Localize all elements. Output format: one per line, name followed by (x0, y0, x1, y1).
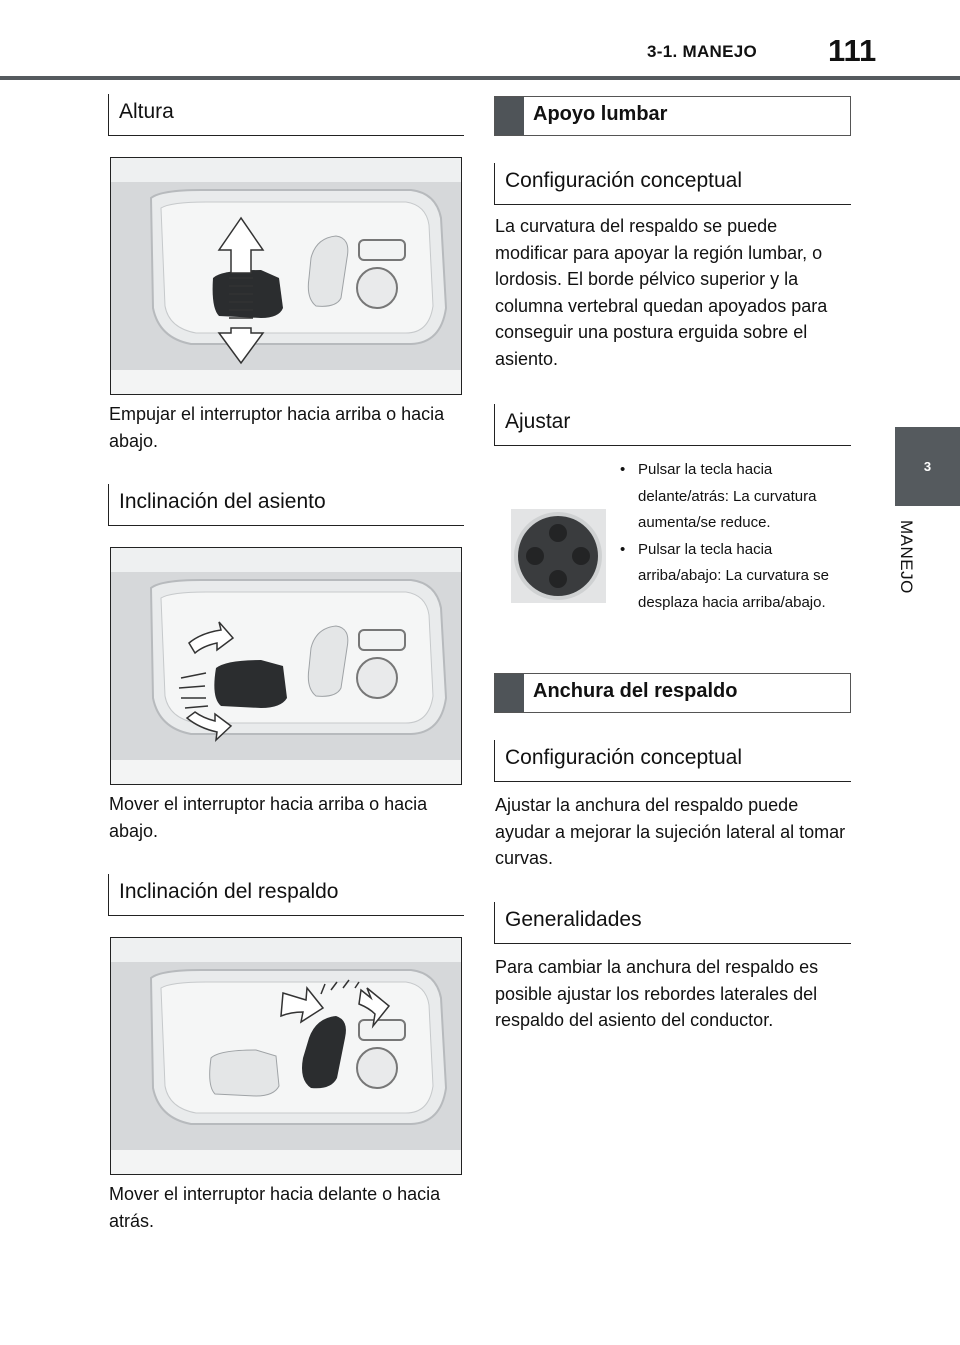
subheading-text: Configuración conceptual (505, 746, 742, 769)
section-heading-apoyo-lumbar (494, 96, 851, 136)
text-configuracion-anchura: Ajustar la anchura del respaldo puede ayudar a mejorar la sujeción lateral al tomar curvas. (495, 795, 846, 868)
section-heading-text: Apoyo lumbar (533, 103, 668, 125)
figure-backrest-tilt-switch (110, 937, 462, 1175)
caption-altura: Empujar el interruptor hacia arriba o hacia abajo. (109, 404, 445, 451)
text-configuracion-lumbar: La curvatura del respaldo se puede modificar para apoyar la región lumbar, o lordosis. El borde pélvico superior y la columna vertebral quedan apoyados para conseguir una postura erguida sobre el asiento. (495, 216, 828, 369)
section-heading-text: Altura (119, 100, 174, 123)
section-heading-inclinacion-respaldo (108, 874, 464, 916)
figure-seat-tilt-switch (110, 547, 462, 785)
chapter-side-label (892, 520, 922, 620)
list-item: • Pulsar la tecla hacia arriba/abajo: La curvatura se desplaza hacia arriba/abajo. (618, 537, 856, 617)
section-marker (495, 97, 524, 135)
subheading-configuracion-lumbar (494, 163, 851, 205)
list-item: • Pulsar la tecla hacia delante/atrás: La curvatura aumenta/se reduce. (618, 457, 856, 537)
section-heading-text: Inclinación del respaldo (119, 880, 339, 903)
caption-inclinacion-asiento: Mover el interruptor hacia arriba o hacia abajo. (109, 794, 428, 841)
page-number: 111 (828, 33, 877, 68)
subheading-ajustar (494, 404, 851, 446)
section-heading-altura (108, 94, 464, 136)
text-generalidades: Para cambiar la anchura del respaldo es posible ajustar los rebordes laterales del respaldo del asiento del conductor. (495, 957, 819, 1030)
header-rule (0, 76, 960, 80)
section-heading-anchura-respaldo (494, 673, 851, 713)
lumbar-adjust-list (618, 457, 856, 616)
page-header (0, 0, 960, 80)
chapter-side-label-text: MANEJO (897, 520, 916, 594)
section-marker (495, 674, 524, 712)
section-heading-inclinacion-asiento (108, 484, 464, 526)
chapter-tab: 3 (895, 427, 960, 506)
subheading-generalidades (494, 902, 851, 944)
subheading-configuracion-anchura (494, 740, 851, 782)
caption-inclinacion-respaldo: Mover el interruptor hacia delante o hacia atrás. (109, 1184, 441, 1231)
chapter-title: 3-1. MANEJO (647, 42, 758, 61)
subheading-text: Ajustar (505, 410, 571, 433)
subheading-text: Generalidades (505, 908, 642, 931)
section-heading-text: Anchura del respaldo (533, 680, 738, 702)
subheading-text: Configuración conceptual (505, 169, 742, 192)
lumbar-control-icon (511, 509, 606, 603)
figure-height-switch (110, 157, 462, 395)
section-heading-text: Inclinación del asiento (119, 490, 326, 513)
